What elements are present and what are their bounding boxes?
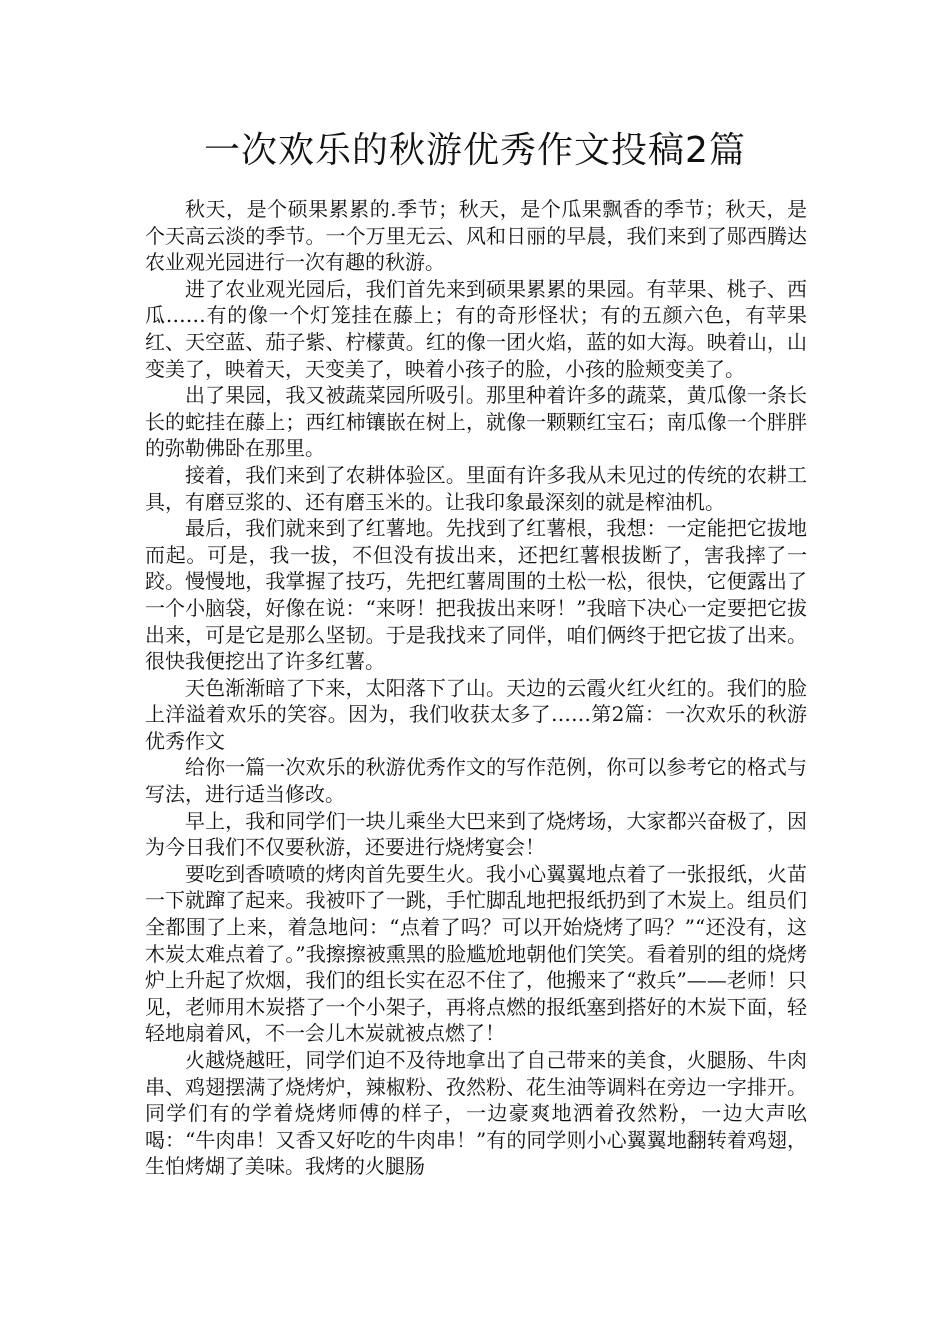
paragraph: 最后，我们就来到了红薯地。先找到了红薯根，我想：一定能把它拔地而起。可是，我一拔，不但没有拔出来，还把红薯根拔断了，害我摔了一跤。慢慢地，我掌握了技巧，先把红薯周围的土松一松，很快，它便露出了一个小脑袋，好像在说：“来呀！把我拔出来呀！”我暗下决心一定要把它拔出来，可是它是那么坚韧。于是我找来了同伴，咱们俩终于把它拔了出来。很快我便挖出了许多红薯。 xyxy=(145,516,807,674)
paragraph: 接着，我们来到了农耕体验区。里面有许多我从未见过的传统的农耕工具，有磨豆浆的、还有磨玉米的。让我印象最深刻的就是榨油机。 xyxy=(145,462,807,514)
paragraph: 秋天，是个硕果累累的.季节；秋天，是个瓜果飘香的季节；秋天，是个天高云淡的季节。一个万里无云、风和日丽的早晨，我们来到了郧西腾达农业观光园进行一次有趣的秋游。 xyxy=(145,197,807,275)
paragraph: 火越烧越旺，同学们迫不及待地拿出了自己带来的美食，火腿肠、牛肉串、鸡翅摆满了烧烤炉，辣椒粉、孜然粉、花生油等调料在旁边一字排开。同学们有的学着烧烤师傅的样子，一边豪爽地洒着孜然粉，一边大声吆喝：“牛肉串！又香又好吃的牛肉串！”有的同学则小心翼翼地翻转着鸡翅，生怕烤煳了美味。我烤的火腿肠 xyxy=(145,1048,807,1179)
paragraph: 要吃到香喷喷的烤肉首先要生火。我小心翼翼地点着了一张报纸，火苗一下就蹿了起来。我被吓了一跳，手忙脚乱地把报纸扔到了木炭上。组员们全都围了上来，着急地问：“点着了吗？可以开始烧烤了吗？”“还没有，这木炭太难点着了。”我擦擦被熏黑的脸尴尬地朝他们笑笑。看着别的组的烧烤炉上升起了炊烟，我们的组长实在忍不住了，他搬来了“救兵”——老师！只见，老师用木炭搭了一个小架子，再将点燃的报纸塞到搭好的木炭下面，轻轻地扇着风，不一会儿木炭就被点燃了！ xyxy=(145,861,807,1046)
paragraph: 早上，我和同学们一块儿乘坐大巴来到了烧烤场，大家都兴奋极了，因为今日我们不仅要秋游，还要进行烧烤宴会！ xyxy=(145,808,807,860)
paragraph: 出了果园，我又被蔬菜园所吸引。那里种着许多的蔬菜，黄瓜像一条长长的蛇挂在藤上；西红柿镶嵌在树上，就像一颗颗红宝石；南瓜像一个胖胖的弥勒佛卧在那里。 xyxy=(145,383,807,461)
document-body xyxy=(145,196,807,1180)
paragraph: 天色渐渐暗了下来，太阳落下了山。天边的云霞火红火红的。我们的脸上洋溢着欢乐的笑容。因为，我们收获太多了……第2篇：一次欢乐的秋游优秀作文 xyxy=(145,675,807,753)
document-title: 一次欢乐的秋游优秀作文投稿2篇 xyxy=(204,130,746,171)
paragraph: 给你一篇一次欢乐的秋游优秀作文的写作范例，你可以参考它的格式与写法，进行适当修改。 xyxy=(145,755,807,807)
paragraph: 进了农业观光园后，我们首先来到硕果累累的果园。有苹果、桃子、西瓜……有的像一个灯笼挂在藤上；有的奇形怪状；有的五颜六色，有苹果红、天空蓝、茄子紫、柠檬黄。红的像一团火焰，蓝的如大海。映着山，山变美了，映着天，天变美了，映着小孩子的脸，小孩的脸颊变美了。 xyxy=(145,276,807,381)
